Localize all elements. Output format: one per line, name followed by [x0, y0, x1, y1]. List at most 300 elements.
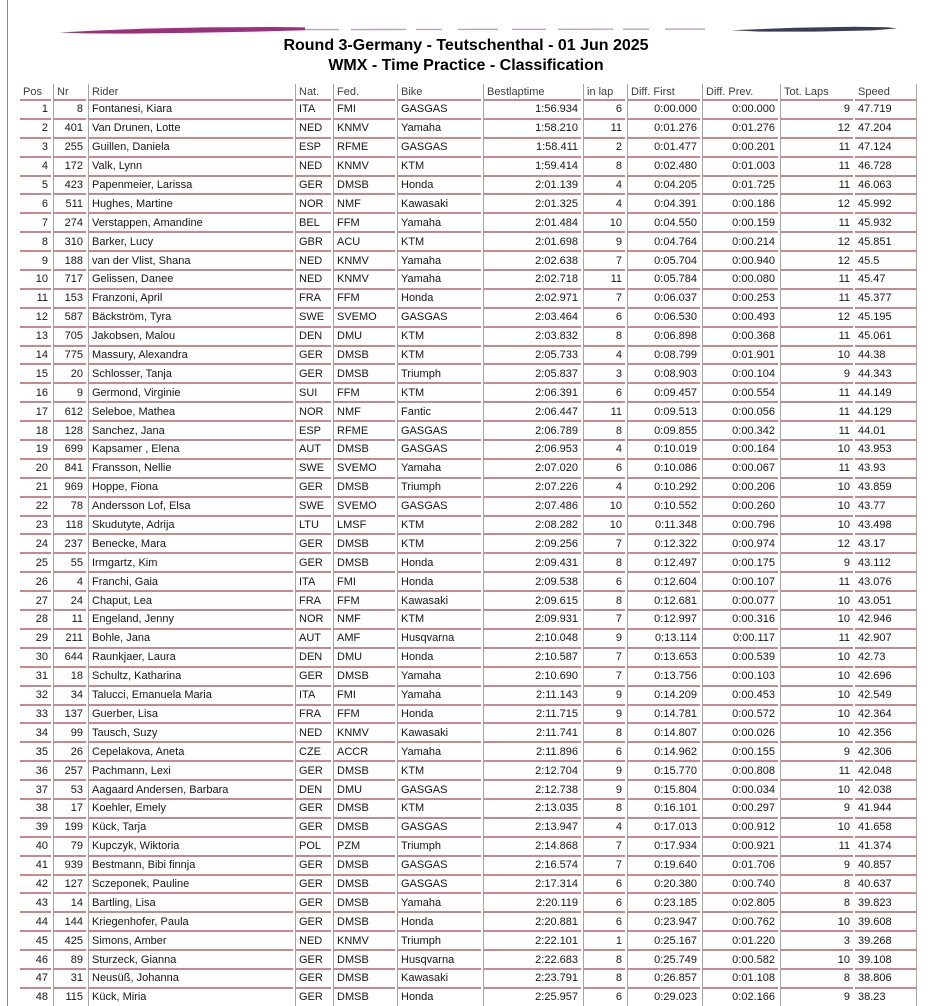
table-body — [20, 101, 917, 1006]
cell-pos: 42 — [20, 876, 51, 895]
cell-nr: 137 — [53, 706, 86, 725]
cell-rider: Kapsamer , Elena — [88, 441, 293, 460]
cell-speed: 38.23 — [855, 989, 917, 1006]
table-row — [20, 290, 917, 309]
table-row — [20, 403, 917, 422]
cell-tot-laps: 11 — [780, 630, 853, 649]
cell-tot-laps: 10 — [780, 724, 853, 743]
cell-speed: 45.851 — [855, 233, 917, 252]
cell-in-lap: 4 — [583, 479, 625, 498]
cell-nr: 78 — [53, 498, 86, 517]
cell-bike: Honda — [397, 177, 481, 196]
cell-bestlaptime: 2:02.718 — [483, 271, 581, 290]
cell-rider: Cepelakova, Aneta — [88, 743, 293, 762]
cell-in-lap: 8 — [583, 422, 625, 441]
cell-diff-prev: 0:01.276 — [702, 120, 778, 139]
table-row — [20, 762, 917, 781]
cell-fed: KNMV — [333, 158, 395, 177]
cell-in-lap: 6 — [583, 989, 625, 1006]
cell-fed: FFM — [333, 290, 395, 309]
cell-tot-laps: 11 — [780, 762, 853, 781]
col-header-nat: Nat. — [295, 84, 331, 101]
cell-nat: NED — [295, 724, 331, 743]
cell-tot-laps: 11 — [780, 460, 853, 479]
cell-bike: Yamaha — [397, 120, 481, 139]
cell-nr: 644 — [53, 649, 86, 668]
cell-speed: 43.051 — [855, 592, 917, 611]
cell-in-lap: 4 — [583, 347, 625, 366]
cell-bike: Yamaha — [397, 894, 481, 913]
table-row — [20, 233, 917, 252]
cell-fed: DMSB — [333, 876, 395, 895]
cell-in-lap: 7 — [583, 535, 625, 554]
cell-nr: 939 — [53, 857, 86, 876]
cell-bestlaptime: 1:58.210 — [483, 120, 581, 139]
cell-bestlaptime: 2:09.615 — [483, 592, 581, 611]
cell-diff-first: 0:10.019 — [627, 441, 700, 460]
cell-nr: 969 — [53, 479, 86, 498]
cell-pos: 14 — [20, 347, 51, 366]
cell-speed: 41.658 — [855, 819, 917, 838]
cell-pos: 2 — [20, 120, 51, 139]
cell-in-lap: 6 — [583, 876, 625, 895]
table-row — [20, 177, 917, 196]
cell-bestlaptime: 2:10.690 — [483, 668, 581, 687]
cell-tot-laps: 11 — [780, 271, 853, 290]
cell-diff-prev: 0:00.107 — [702, 573, 778, 592]
cell-bestlaptime: 2:01.325 — [483, 195, 581, 214]
cell-pos: 48 — [20, 989, 51, 1006]
cell-bike: GASGAS — [397, 441, 481, 460]
cell-bestlaptime: 2:02.971 — [483, 290, 581, 309]
cell-speed: 44.01 — [855, 422, 917, 441]
cell-rider: Skudutyte, Adrija — [88, 517, 293, 536]
cell-diff-prev: 0:00.796 — [702, 517, 778, 536]
cell-pos: 15 — [20, 365, 51, 384]
cell-rider: Kück, Tarja — [88, 819, 293, 838]
cell-fed: RFME — [333, 139, 395, 158]
cell-diff-prev: 0:00.104 — [702, 365, 778, 384]
cell-rider: Sturzeck, Gianna — [88, 951, 293, 970]
cell-nr: 401 — [53, 120, 86, 139]
cell-nr: 587 — [53, 309, 86, 328]
cell-pos: 19 — [20, 441, 51, 460]
cell-fed: DMSB — [333, 668, 395, 687]
cell-rider: Germond, Virginie — [88, 384, 293, 403]
cell-rider: Bartling, Lisa — [88, 894, 293, 913]
cell-pos: 33 — [20, 706, 51, 725]
cell-bestlaptime: 2:14.868 — [483, 838, 581, 857]
cell-tot-laps: 12 — [780, 120, 853, 139]
cell-bike: Triumph — [397, 365, 481, 384]
cell-nat: AUT — [295, 441, 331, 460]
cell-diff-first: 0:10.086 — [627, 460, 700, 479]
table-row — [20, 838, 917, 857]
cell-in-lap: 7 — [583, 838, 625, 857]
cell-fed: KNMV — [333, 724, 395, 743]
cell-in-lap: 6 — [583, 913, 625, 932]
cell-diff-prev: 0:00.164 — [702, 441, 778, 460]
cell-diff-prev: 0:00.493 — [702, 309, 778, 328]
cell-pos: 39 — [20, 819, 51, 838]
cell-nat: GER — [295, 762, 331, 781]
cell-diff-first: 0:04.391 — [627, 195, 700, 214]
cell-diff-first: 0:23.947 — [627, 913, 700, 932]
table-row — [20, 422, 917, 441]
cell-nat: FRA — [295, 706, 331, 725]
table-row — [20, 554, 917, 573]
report-header — [0, 36, 932, 76]
cell-bike: Yamaha — [397, 668, 481, 687]
col-header-fed: Fed. — [333, 84, 395, 101]
cell-diff-first: 0:04.550 — [627, 214, 700, 233]
cell-pos: 10 — [20, 271, 51, 290]
cell-diff-prev: 0:00.808 — [702, 762, 778, 781]
cell-diff-first: 0:29.023 — [627, 989, 700, 1006]
cell-rider: Gelissen, Danee — [88, 271, 293, 290]
table-row — [20, 932, 917, 951]
cell-tot-laps: 12 — [780, 535, 853, 554]
cell-speed: 41.944 — [855, 800, 917, 819]
cell-in-lap: 10 — [583, 498, 625, 517]
table-row — [20, 894, 917, 913]
cell-tot-laps: 11 — [780, 573, 853, 592]
cell-tot-laps: 10 — [780, 819, 853, 838]
cell-diff-prev: 0:00.342 — [702, 422, 778, 441]
cell-nr: 310 — [53, 233, 86, 252]
cell-tot-laps: 10 — [780, 913, 853, 932]
cell-bestlaptime: 2:09.256 — [483, 535, 581, 554]
cell-bestlaptime: 2:08.282 — [483, 517, 581, 536]
cell-bestlaptime: 2:11.143 — [483, 687, 581, 706]
cell-rider: Guerber, Lisa — [88, 706, 293, 725]
cell-rider: Kupczyk, Wiktoria — [88, 838, 293, 857]
cell-rider: Hughes, Martine — [88, 195, 293, 214]
table-row — [20, 668, 917, 687]
cell-diff-prev: 0:00.186 — [702, 195, 778, 214]
cell-in-lap: 11 — [583, 271, 625, 290]
swoosh-magenta-stroke — [59, 27, 305, 34]
cell-bestlaptime: 2:10.587 — [483, 649, 581, 668]
cell-rider: Bäckström, Tyra — [88, 309, 293, 328]
cell-speed: 41.374 — [855, 838, 917, 857]
table-header-row — [20, 84, 917, 101]
cell-speed: 42.048 — [855, 762, 917, 781]
cell-speed: 43.953 — [855, 441, 917, 460]
cell-in-lap: 10 — [583, 517, 625, 536]
cell-fed: FFM — [333, 706, 395, 725]
cell-nr: 89 — [53, 951, 86, 970]
cell-diff-first: 0:20.380 — [627, 876, 700, 895]
cell-fed: DMSB — [333, 989, 395, 1006]
cell-rider: Verstappen, Amandine — [88, 214, 293, 233]
cell-in-lap: 8 — [583, 158, 625, 177]
cell-nat: AUT — [295, 630, 331, 649]
cell-rider: Sczeponek, Pauline — [88, 876, 293, 895]
cell-diff-first: 0:25.167 — [627, 932, 700, 951]
cell-bike: Kawasaki — [397, 592, 481, 611]
table-row — [20, 328, 917, 347]
cell-diff-first: 0:09.457 — [627, 384, 700, 403]
cell-nr: 274 — [53, 214, 86, 233]
cell-tot-laps: 11 — [780, 838, 853, 857]
cell-pos: 3 — [20, 139, 51, 158]
cell-speed: 44.38 — [855, 347, 917, 366]
cell-pos: 12 — [20, 309, 51, 328]
cell-bestlaptime: 2:13.947 — [483, 819, 581, 838]
cell-rider: Bestmann, Bibi finnja — [88, 857, 293, 876]
cell-nat: FRA — [295, 290, 331, 309]
cell-bestlaptime: 2:03.832 — [483, 328, 581, 347]
cell-bike: Yamaha — [397, 743, 481, 762]
cell-diff-first: 0:09.855 — [627, 422, 700, 441]
cell-bike: Kawasaki — [397, 195, 481, 214]
cell-speed: 39.823 — [855, 894, 917, 913]
cell-tot-laps: 8 — [780, 876, 853, 895]
cell-fed: KNMV — [333, 120, 395, 139]
cell-in-lap: 6 — [583, 743, 625, 762]
col-header-pos: Pos — [20, 84, 51, 101]
cell-rider: Neusüß, Johanna — [88, 970, 293, 989]
table-row — [20, 309, 917, 328]
cell-rider: Simons, Amber — [88, 932, 293, 951]
cell-speed: 47.124 — [855, 139, 917, 158]
cell-fed: DMSB — [333, 177, 395, 196]
cell-nat: GER — [295, 177, 331, 196]
cell-tot-laps: 10 — [780, 479, 853, 498]
cell-nat: LTU — [295, 517, 331, 536]
cell-fed: RFME — [333, 422, 395, 441]
cell-speed: 44.343 — [855, 365, 917, 384]
cell-bestlaptime: 2:11.715 — [483, 706, 581, 725]
cell-bike: Yamaha — [397, 214, 481, 233]
cell-nat: ESP — [295, 422, 331, 441]
cell-tot-laps: 12 — [780, 233, 853, 252]
cell-in-lap: 6 — [583, 384, 625, 403]
cell-speed: 45.992 — [855, 195, 917, 214]
cell-diff-prev: 0:01.901 — [702, 347, 778, 366]
cell-nr: 128 — [53, 422, 86, 441]
cell-fed: DMSB — [333, 894, 395, 913]
cell-nr: 11 — [53, 611, 86, 630]
cell-nr: 188 — [53, 252, 86, 271]
cell-pos: 36 — [20, 762, 51, 781]
cell-diff-prev: 0:00.067 — [702, 460, 778, 479]
cell-speed: 39.608 — [855, 913, 917, 932]
cell-rider: Koehler, Emely — [88, 800, 293, 819]
cell-tot-laps: 11 — [780, 139, 853, 158]
col-header-in-lap: in lap — [583, 84, 625, 101]
cell-rider: Massury, Alexandra — [88, 347, 293, 366]
cell-speed: 40.637 — [855, 876, 917, 895]
cell-speed: 43.859 — [855, 479, 917, 498]
cell-rider: Raunkjaer, Laura — [88, 649, 293, 668]
cell-in-lap: 8 — [583, 970, 625, 989]
cell-in-lap: 8 — [583, 800, 625, 819]
cell-nr: 775 — [53, 347, 86, 366]
report-title: Round 3-Germany - Teutschenthal - 01 Jun 2025 — [283, 37, 649, 54]
cell-tot-laps: 9 — [780, 989, 853, 1006]
cell-nr: 9 — [53, 384, 86, 403]
cell-bike: Kawasaki — [397, 970, 481, 989]
table-row — [20, 800, 917, 819]
col-header-diff-first: Diff. First — [627, 84, 700, 101]
cell-bestlaptime: 2:16.574 — [483, 857, 581, 876]
cell-nat: FRA — [295, 592, 331, 611]
cell-nat: NOR — [295, 403, 331, 422]
cell-nr: 199 — [53, 819, 86, 838]
cell-rider: Bohle, Jana — [88, 630, 293, 649]
col-header-diff-prev: Diff. Prev. — [702, 84, 778, 101]
table-row — [20, 630, 917, 649]
cell-nr: 24 — [53, 592, 86, 611]
cell-nat: NED — [295, 120, 331, 139]
table-row — [20, 460, 917, 479]
cell-diff-prev: 0:00.453 — [702, 687, 778, 706]
cell-rider: Jakobsen, Malou — [88, 328, 293, 347]
cell-diff-prev: 0:00.740 — [702, 876, 778, 895]
cell-pos: 9 — [20, 252, 51, 271]
cell-diff-first: 0:06.037 — [627, 290, 700, 309]
cell-bike: KTM — [397, 762, 481, 781]
cell-diff-first: 0:05.784 — [627, 271, 700, 290]
cell-diff-prev: 0:00.762 — [702, 913, 778, 932]
cell-speed: 45.5 — [855, 252, 917, 271]
cell-bike: GASGAS — [397, 781, 481, 800]
cell-bestlaptime: 2:05.733 — [483, 347, 581, 366]
cell-tot-laps: 10 — [780, 649, 853, 668]
cell-in-lap: 6 — [583, 573, 625, 592]
cell-rider: Chaput, Lea — [88, 592, 293, 611]
cell-nr: 211 — [53, 630, 86, 649]
cell-nat: GER — [295, 857, 331, 876]
cell-bestlaptime: 1:56.934 — [483, 101, 581, 120]
cell-rider: Schlosser, Tanja — [88, 365, 293, 384]
cell-diff-prev: 0:02.805 — [702, 894, 778, 913]
cell-in-lap: 9 — [583, 781, 625, 800]
cell-bestlaptime: 2:09.931 — [483, 611, 581, 630]
cell-bestlaptime: 2:03.464 — [483, 309, 581, 328]
cell-bestlaptime: 2:13.035 — [483, 800, 581, 819]
cell-in-lap: 2 — [583, 139, 625, 158]
cell-diff-first: 0:25.749 — [627, 951, 700, 970]
cell-bestlaptime: 2:20.119 — [483, 894, 581, 913]
cell-bike: GASGAS — [397, 876, 481, 895]
cell-bike: GASGAS — [397, 139, 481, 158]
cell-in-lap: 9 — [583, 762, 625, 781]
cell-speed: 45.932 — [855, 214, 917, 233]
cell-diff-first: 0:16.101 — [627, 800, 700, 819]
table-row — [20, 101, 917, 120]
cell-diff-prev: 0:00.316 — [702, 611, 778, 630]
table-row — [20, 876, 917, 895]
cell-rider: Valk, Lynn — [88, 158, 293, 177]
table-row — [20, 441, 917, 460]
cell-diff-prev: 0:00.572 — [702, 706, 778, 725]
cell-pos: 8 — [20, 233, 51, 252]
cell-diff-prev: 0:01.220 — [702, 932, 778, 951]
cell-fed: DMU — [333, 781, 395, 800]
cell-nr: 26 — [53, 743, 86, 762]
cell-fed: DMSB — [333, 951, 395, 970]
cell-in-lap: 8 — [583, 592, 625, 611]
cell-bike: KTM — [397, 328, 481, 347]
cell-diff-first: 0:12.322 — [627, 535, 700, 554]
cell-fed: DMSB — [333, 800, 395, 819]
cell-pos: 5 — [20, 177, 51, 196]
cell-tot-laps: 8 — [780, 894, 853, 913]
cell-pos: 20 — [20, 460, 51, 479]
cell-nat: GER — [295, 535, 331, 554]
table-row — [20, 120, 917, 139]
cell-fed: DMSB — [333, 554, 395, 573]
cell-nat: CZE — [295, 743, 331, 762]
cell-bike: GASGAS — [397, 309, 481, 328]
cell-bestlaptime: 2:02.638 — [483, 252, 581, 271]
cell-rider: Schultz, Katharina — [88, 668, 293, 687]
cell-nat: NED — [295, 932, 331, 951]
cell-pos: 37 — [20, 781, 51, 800]
cell-diff-first: 0:12.681 — [627, 592, 700, 611]
cell-tot-laps: 10 — [780, 781, 853, 800]
table-row — [20, 724, 917, 743]
cell-bike: Kawasaki — [397, 724, 481, 743]
cell-fed: KNMV — [333, 252, 395, 271]
cell-nat: NOR — [295, 195, 331, 214]
table-row — [20, 498, 917, 517]
cell-fed: DMSB — [333, 441, 395, 460]
cell-diff-first: 0:06.898 — [627, 328, 700, 347]
cell-bestlaptime: 2:01.484 — [483, 214, 581, 233]
cell-tot-laps: 9 — [780, 365, 853, 384]
cell-in-lap: 4 — [583, 819, 625, 838]
cell-rider: Guillen, Daniela — [88, 139, 293, 158]
cell-diff-first: 0:17.013 — [627, 819, 700, 838]
cell-rider: Engeland, Jenny — [88, 611, 293, 630]
cell-diff-first: 0:13.756 — [627, 668, 700, 687]
cell-tot-laps: 12 — [780, 252, 853, 271]
cell-diff-first: 0:05.704 — [627, 252, 700, 271]
cell-fed: FMI — [333, 573, 395, 592]
cell-in-lap: 9 — [583, 630, 625, 649]
cell-bestlaptime: 2:07.020 — [483, 460, 581, 479]
cell-nat: GBR — [295, 233, 331, 252]
cell-fed: FFM — [333, 384, 395, 403]
cell-bestlaptime: 2:12.738 — [483, 781, 581, 800]
cell-in-lap: 7 — [583, 611, 625, 630]
cell-pos: 25 — [20, 554, 51, 573]
cell-bike: GASGAS — [397, 498, 481, 517]
cell-diff-first: 0:04.205 — [627, 177, 700, 196]
table-row — [20, 970, 917, 989]
cell-nat: DEN — [295, 781, 331, 800]
cell-in-lap: 10 — [583, 214, 625, 233]
cell-nr: 153 — [53, 290, 86, 309]
cell-diff-prev: 0:01.725 — [702, 177, 778, 196]
cell-nr: 172 — [53, 158, 86, 177]
cell-speed: 45.061 — [855, 328, 917, 347]
table-row — [20, 611, 917, 630]
cell-pos: 30 — [20, 649, 51, 668]
cell-nr: 255 — [53, 139, 86, 158]
cell-tot-laps: 11 — [780, 158, 853, 177]
cell-diff-first: 0:01.477 — [627, 139, 700, 158]
cell-bestlaptime: 2:01.698 — [483, 233, 581, 252]
cell-pos: 28 — [20, 611, 51, 630]
cell-diff-prev: 0:01.706 — [702, 857, 778, 876]
cell-fed: NMF — [333, 611, 395, 630]
cell-nr: 34 — [53, 687, 86, 706]
